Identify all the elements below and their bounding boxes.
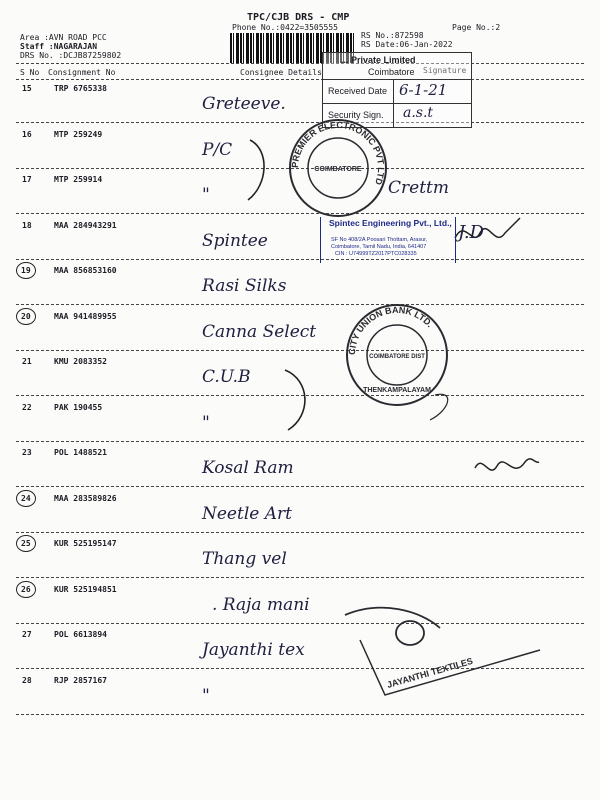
row-sno: 18 <box>22 221 32 230</box>
signature-crettm: Crettm <box>388 178 449 198</box>
row-sno: 25 <box>16 535 36 552</box>
security-signature: a.s.t <box>403 105 434 121</box>
row-sno: 28 <box>22 676 32 685</box>
phone-number: Phone No.:0422=3505555 <box>232 23 338 32</box>
row-handwritten-consignee: Greteeve. <box>202 94 286 114</box>
row-handwritten-consignee: " <box>202 185 210 205</box>
row-sno: 23 <box>22 448 32 457</box>
spintec-name: Spintec Engineering Pvt., Ltd., <box>329 218 452 228</box>
row-consignment-no: MAA 283589826 <box>54 494 117 503</box>
row-consignment-no: PAK 190455 <box>54 403 103 412</box>
row-sno: 19 <box>16 262 36 279</box>
col-sno: S No <box>20 68 40 77</box>
row-sno: 21 <box>22 357 32 366</box>
row-consignment-no: TRP 6765338 <box>54 84 107 93</box>
spintec-stamp <box>320 217 456 263</box>
row-consignment-no: KMU 2083352 <box>54 357 107 366</box>
row-sno: 24 <box>16 490 36 507</box>
row-handwritten-consignee: Jayanthi tex <box>202 640 305 660</box>
doc-title: TPC/CJB DRS - CMP <box>247 12 350 23</box>
signature-scribble-3 <box>430 394 448 420</box>
col-consignee: Consignee Details <box>240 68 322 77</box>
row-consignment-no: POL 6613894 <box>54 630 107 639</box>
bracket-stroke-2 <box>285 370 305 430</box>
area-field: Area :AVN ROAD PCC <box>20 33 107 42</box>
row-consignment-no: KUR 525194851 <box>54 585 117 594</box>
row-handwritten-consignee: P/C <box>202 140 233 160</box>
svg-text:PREMIER ELECTRONIC PVT LTD <box>290 120 386 187</box>
col-consignment: Consignment No <box>48 68 116 77</box>
stamp-company: ... Private Limited <box>341 55 416 65</box>
signature-scribble-2 <box>475 459 539 470</box>
row-handwritten-consignee: " <box>202 413 210 433</box>
row-consignment-no: MAA 941489955 <box>54 312 117 321</box>
row-consignment-no: MAA 856853160 <box>54 266 117 275</box>
spintec-address-2: Coimbatore, Tamil Nadu, India, 641407 <box>331 244 427 250</box>
row-handwritten-consignee: Spintee <box>202 231 268 251</box>
signature-jd: J.D <box>458 222 484 243</box>
stamp-city: Coimbatore <box>368 67 415 77</box>
row-consignment-no: RJP 2857167 <box>54 676 107 685</box>
row-consignment-no: MTP 259249 <box>54 130 103 139</box>
row-handwritten-consignee: Kosal Ram <box>202 458 294 478</box>
staff-field: Staff :NAGARAJAN <box>20 42 98 51</box>
row-sno: 15 <box>22 84 32 93</box>
rs-number: RS No.:872598 <box>361 31 424 40</box>
spintec-address-1: SF No 408/2A Poosari Thottam, Arasur, <box>331 237 428 243</box>
city-union-bank-stamp <box>347 305 447 405</box>
row-handwritten-consignee: Thang vel <box>202 549 287 569</box>
row-handwritten-consignee: Rasi Silks <box>202 276 287 296</box>
col-signature: Signature <box>423 66 467 75</box>
row-sno: 22 <box>22 403 32 412</box>
bracket-stroke-1 <box>248 140 264 200</box>
premier-ring-text: PREMIER ELECTRONIC PVT LTD <box>289 119 387 187</box>
row-handwritten-consignee: C.U.B <box>202 367 251 387</box>
security-sign-label: Security Sign. <box>328 110 384 120</box>
premier-round-stamp <box>290 120 386 216</box>
bank-ring-text: CITY UNION BANK LTD. <box>346 304 436 356</box>
drs-number: DRS No. :DCJB87259802 <box>20 51 122 60</box>
bank-inner-text: COIMBATORE DIST <box>369 354 425 360</box>
row-handwritten-consignee: " <box>202 686 210 706</box>
received-date-label: Received Date <box>328 86 388 96</box>
row-consignment-no: MAA 284943291 <box>54 221 117 230</box>
row-consignment-no: MTP 259914 <box>54 175 103 184</box>
row-handwritten-consignee: . Raja mani <box>212 595 310 615</box>
spintec-cin: CIN : U74999TZ2017PTC028335 <box>335 251 417 257</box>
rs-date: RS Date:06-Jan-2022 <box>361 40 453 49</box>
row-consignment-no: KUR 525195147 <box>54 539 117 548</box>
row-sno: 17 <box>22 175 32 184</box>
premier-center-text: COIMBATORE <box>314 166 362 173</box>
row-sno: 16 <box>22 130 32 139</box>
jayanthi-stamp <box>345 608 540 695</box>
row-sno: 26 <box>16 581 36 598</box>
page-number: Page No.:2 <box>452 23 501 32</box>
jayanthi-text: JAYANTHI TEXTILES <box>385 655 474 690</box>
received-date-value: 6-1-21 <box>399 81 448 99</box>
row-handwritten-consignee: Canna Select <box>202 322 317 342</box>
row-consignment-no: POL 1488521 <box>54 448 107 457</box>
row-sno: 27 <box>22 630 32 639</box>
bank-bottom-text: THENKAMPALAYAM <box>363 387 431 394</box>
row-sno: 20 <box>16 308 36 325</box>
row-handwritten-consignee: Neetle Art <box>202 504 292 524</box>
